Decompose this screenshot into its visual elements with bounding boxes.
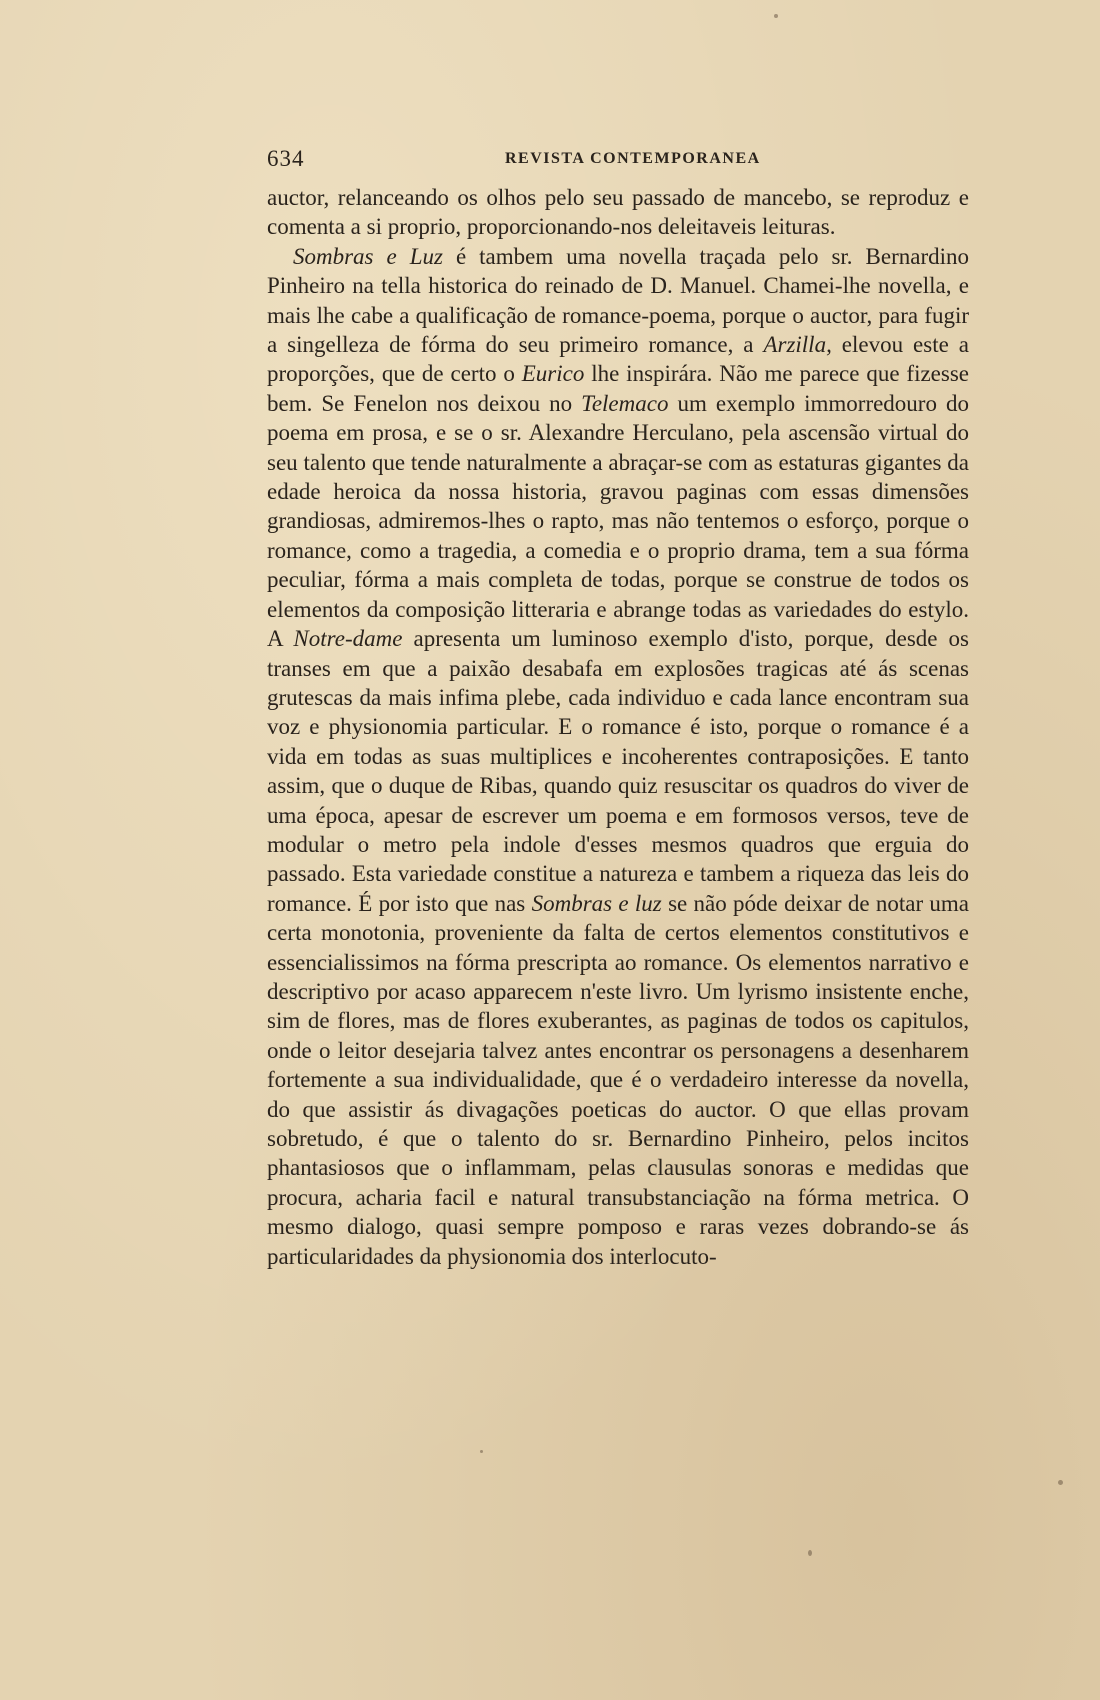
body-text (267, 183, 969, 1271)
paragraph (267, 183, 969, 242)
paper-speck (774, 14, 778, 18)
text-run: é tambem uma novella traçada pelo sr. Bernardino Pinheiro na tella historica do reinado de D. Manuel. Chamei-lhe novella, e mais lhe cabe a qualificação de romance-poema, porque o auctor, para fugir a singelleza de fórma do seu primeiro romance, a (267, 243, 969, 358)
paper-speck (1058, 1480, 1063, 1485)
text-run: um exemplo immorredouro do poema em prosa, e se o sr. Alexandre Herculano, pela ascensão virtual do seu talento que tende naturalmente a abraçar-se com as estaturas gigantes da edade heroica da nossa historia, gravou paginas com essas dimensões grandiosas, admiremos-lhes o rapto, mas não tentemos o esforço, porque o romance, como a tragedia, a comedia e o proprio drama, tem a sua fórma peculiar, fórma a mais completa de todas, porque se construe de todos os elementos da composição litteraria e abrange todas as variedades do estylo. A (267, 390, 969, 652)
text-run: se não póde deixar de notar uma certa monotonia, proveniente da falta de certos elementos constitutivos e essencialissimos na fórma prescripta ao romance. Os elementos narrativo e descriptivo por acaso apparecem n'este livro. Um lyrismo insistente enche, sim de flores, mas de flores exuberantes, as paginas de todos os capitulos, onde o leitor desejaria talvez antes encontrar os personagens a desenharem fortemente a sua individualidade, que é o verdadeiro interesse da novella, do que assistir ás divagações poeticas do auctor. O que ellas provam sobretudo, é que o talento do sr. Bernardino Pinheiro, pelos incitos phantasiosos que o inflammam, pelas clausulas sonoras e medidas que procura, acharia facil e natural transubstanciação na fórma metrica. O mesmo dialogo, quasi sempre pomposo e raras vezes dobrando-se ás particularidades da physionomia dos interlocuto- (267, 890, 970, 1269)
text-run: elevou este a proporções, que de certo o (267, 332, 969, 387)
paragraph (267, 242, 969, 1271)
book-title-ref: Eurico (521, 361, 585, 387)
text-run: apresenta um luminoso exemplo d'isto, porque, desde os transes em que a paixão desabafa em explosões tragicas até ás scenas grutescas da mais infima plebe, cada individuo e cada lance encontram sua voz e physionomia particular. E o romance é isto, porque o romance é a vida em todas as suas multiplices e incoherentes contraposições. E tanto assim, que o duque de Ribas, quando quiz resuscitar os quadros do viver de uma época, apesar de escrever um poema e em formosos versos, teve de modular o metro pela indole d'esses mesmos quadros que erguia do passado. Esta variedade constitue a natureza e tambem a riqueza das leis do romance. É por isto que nas (267, 626, 969, 916)
running-title: REVISTA CONTEMPORANEA (505, 150, 761, 167)
text-run: auctor, relanceando os olhos pelo seu passado de mancebo, se reproduz e comenta a si proprio, proporcionando-nos deleitaveis leituras. (267, 185, 969, 240)
text-run: lhe inspirára. Não me parece que fizesse bem. Se Fenelon nos deixou no (267, 361, 969, 416)
page-number: 634 (267, 146, 305, 171)
book-title-ref: Telemaco (581, 390, 669, 416)
paper-speck (808, 1550, 812, 1556)
page-header (267, 146, 969, 172)
book-title-ref: Sombras e luz (531, 890, 662, 916)
paper-speck (480, 1450, 483, 1453)
book-title-ref: Sombras e Luz (293, 243, 443, 269)
book-title-ref: Arzilla, (763, 332, 832, 358)
book-title-ref: Notre-dame (293, 626, 403, 652)
